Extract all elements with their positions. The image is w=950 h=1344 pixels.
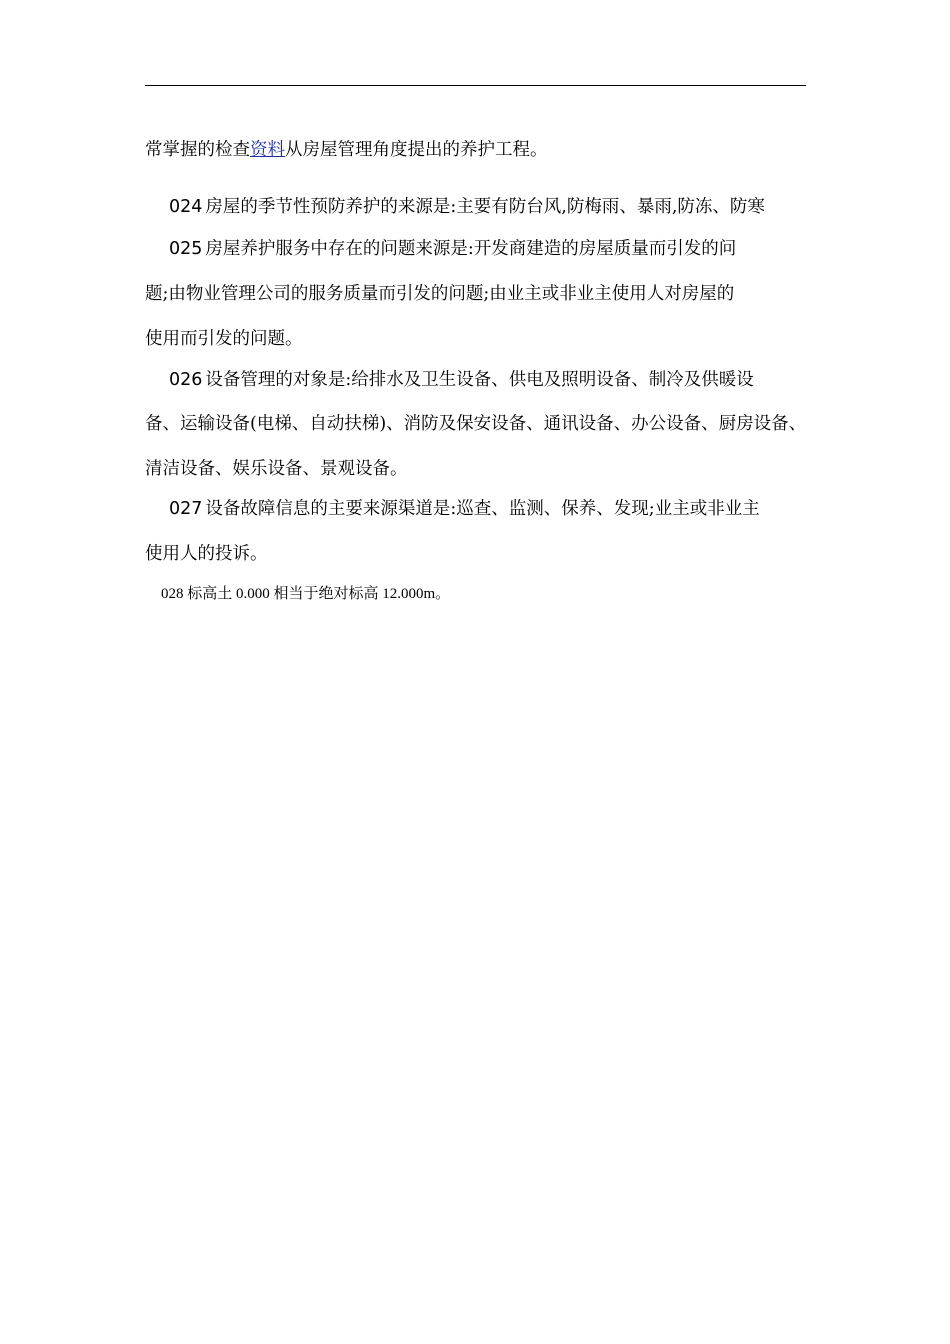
paragraph-025-line-2: 题;由物业管理公司的服务质量而引发的问题;由业主或非业主使用人对房屋的 bbox=[145, 284, 735, 304]
item-number-024: 024 bbox=[169, 197, 203, 217]
paragraph-027-line-1 bbox=[145, 498, 760, 520]
text-after-link: 从房屋管理角度提出的养护工程。 bbox=[285, 140, 548, 160]
text-before-link: 常掌握的检查 bbox=[145, 140, 250, 160]
paragraph-025-line-1 bbox=[145, 238, 736, 260]
paragraph-026-text-1: 设备管理的对象是:给排水及卫生设备、供电及照明设备、制冷及供暖设 bbox=[205, 370, 754, 390]
paragraph-026-line-1 bbox=[145, 369, 754, 391]
paragraph-028: 028 标高土 0.000 相当于绝对标高 12.000m。 bbox=[161, 586, 451, 602]
resource-link[interactable]: 资料 bbox=[250, 140, 285, 160]
paragraph-027-line-2: 使用人的投诉。 bbox=[145, 544, 268, 564]
paragraph-continuation bbox=[145, 139, 548, 161]
item-number-025: 025 bbox=[169, 239, 203, 259]
header-rule bbox=[145, 85, 806, 86]
paragraph-027-text-1: 设备故障信息的主要来源渠道是:巡查、监测、保养、发现;业主或非业主 bbox=[205, 499, 760, 519]
paragraph-024-line-1 bbox=[145, 196, 765, 218]
item-number-027: 027 bbox=[169, 499, 203, 519]
paragraph-026-line-2: 备、运输设备(电梯、自动扶梯)、消防及保安设备、通讯设备、办公设备、厨房设备、 bbox=[145, 414, 807, 434]
paragraph-026-line-3: 清洁设备、娱乐设备、景观设备。 bbox=[145, 459, 408, 479]
item-number-026: 026 bbox=[169, 370, 203, 390]
paragraph-025-line-3: 使用而引发的问题。 bbox=[145, 329, 303, 349]
paragraph-024-text: 房屋的季节性预防养护的来源是:主要有防台风,防梅雨、暴雨,防冻、防寒 bbox=[205, 197, 765, 217]
paragraph-025-text-1: 房屋养护服务中存在的问题来源是:开发商建造的房屋质量而引发的问 bbox=[205, 239, 737, 259]
